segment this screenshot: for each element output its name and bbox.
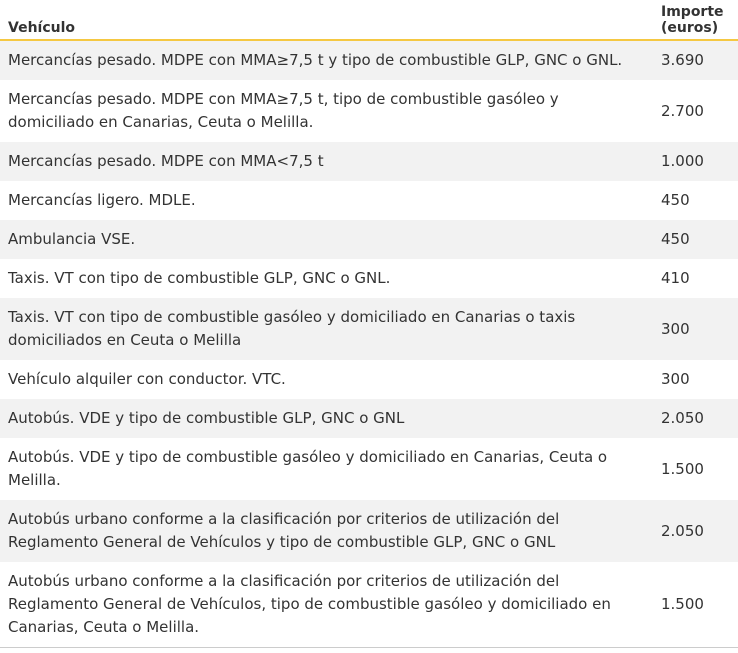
vehicle-cell: Taxis. VT con tipo de combustible GLP, GNC o GNL. [0, 259, 653, 298]
amount-cell: 1.000 [653, 142, 738, 181]
table-row [0, 259, 738, 298]
table-row [0, 298, 738, 360]
vehicle-cell: Mercancías pesado. MDPE con MMA≥7,5 t, tipo de combustible gasóleo y domiciliado en Canarias, Ceuta o Melilla. [0, 80, 653, 142]
amount-cell: 450 [653, 181, 738, 220]
table-row [0, 360, 738, 399]
table-row [0, 142, 738, 181]
header-amount [653, 0, 738, 40]
vehicle-cell: Autobús. VDE y tipo de combustible gasóleo y domiciliado en Canarias, Ceuta o Melilla. [0, 438, 653, 500]
amount-cell: 3.690 [653, 40, 738, 80]
table-row [0, 220, 738, 259]
amount-cell: 410 [653, 259, 738, 298]
vehicle-cell: Vehículo alquiler con conductor. VTC. [0, 360, 653, 399]
table-row [0, 562, 738, 647]
vehicle-cell: Ambulancia VSE. [0, 220, 653, 259]
table-bottom-rule [0, 647, 738, 648]
vehicle-cell: Mercancías ligero. MDLE. [0, 181, 653, 220]
amount-cell: 300 [653, 360, 738, 399]
vehicle-cell: Autobús urbano conforme a la clasificación por criterios de utilización del Reglamento General de Vehículos y tipo de combustible GLP, GNC o GNL [0, 500, 653, 562]
amount-cell: 2.050 [653, 500, 738, 562]
table-row [0, 80, 738, 142]
amount-cell: 1.500 [653, 438, 738, 500]
vehicle-cell: Autobús. VDE y tipo de combustible GLP, GNC o GNL [0, 399, 653, 438]
header-amount-line2: (euros) [661, 20, 719, 36]
header-vehicle: Vehículo [0, 0, 653, 40]
header-amount-line1: Importe [661, 4, 724, 20]
table-row [0, 40, 738, 80]
amount-cell: 300 [653, 298, 738, 360]
vehicle-cell: Mercancías pesado. MDPE con MMA≥7,5 t y tipo de combustible GLP, GNC o GNL. [0, 40, 653, 80]
vehicle-cell: Autobús urbano conforme a la clasificación por criterios de utilización del Reglamento General de Vehículos, tipo de combustible gasóleo y domiciliado en Canarias, Ceuta o Melilla. [0, 562, 653, 647]
vehicle-cell: Taxis. VT con tipo de combustible gasóleo y domiciliado en Canarias o taxis domiciliados en Ceuta o Melilla [0, 298, 653, 360]
table-header-row [0, 0, 738, 40]
vehicle-cell: Mercancías pesado. MDPE con MMA<7,5 t [0, 142, 653, 181]
table-row [0, 438, 738, 500]
amount-cell: 2.050 [653, 399, 738, 438]
amount-cell: 1.500 [653, 562, 738, 647]
table-row [0, 500, 738, 562]
table-row [0, 181, 738, 220]
table-row [0, 399, 738, 438]
amount-cell: 2.700 [653, 80, 738, 142]
amount-cell: 450 [653, 220, 738, 259]
